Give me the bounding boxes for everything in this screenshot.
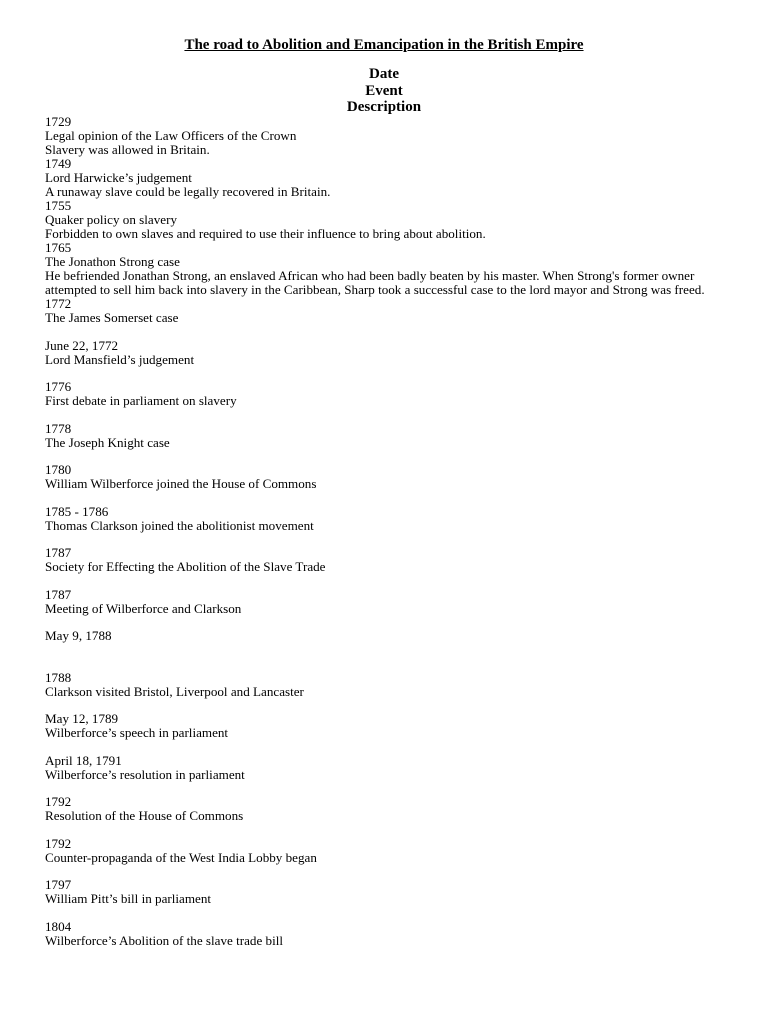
timeline-entry: [45, 422, 735, 450]
date-header: Date: [369, 66, 399, 82]
entry-date: 1788: [45, 669, 72, 685]
entry-event: Lord Mansfield’s judgement: [45, 351, 195, 367]
timeline-entry: [45, 463, 735, 491]
entry-date: April 18, 1791: [45, 752, 122, 768]
entry-date: 1749: [45, 156, 72, 171]
entry-date: 1785 - 1786: [45, 503, 109, 519]
timeline-entry: [45, 754, 735, 782]
entry-date: May 12, 1789: [45, 711, 119, 726]
timeline-entry: [45, 505, 735, 533]
timeline-entry: [45, 878, 735, 906]
column-headers: [0, 66, 768, 116]
timeline-entry: [45, 629, 735, 643]
entry-event: Wilberforce’s speech in parliament: [45, 725, 229, 740]
entry-event: Wilberforce’s Abolition of the slave trade bill: [45, 932, 284, 948]
entry-event: Thomas Clarkson joined the abolitionist movement: [45, 517, 314, 533]
timeline-entry: [45, 588, 735, 616]
entry-event: Counter-propaganda of the West India Lobby began: [45, 849, 317, 865]
timeline-entry: [45, 297, 735, 325]
entry-description: He befriended Jonathan Strong, an enslaved African who had been badly beaten by his master. When Strong's former owner attempted to sell him back into slavery in the Caribbean, Sharp took a successful case to the lord mayor and Strong was freed.: [45, 268, 705, 297]
entry-date: June 22, 1772: [45, 337, 119, 353]
timeline-entry: [45, 115, 735, 157]
entry-event: The Jonathon Strong case: [45, 254, 180, 269]
entry-event: The Joseph Knight case: [45, 434, 170, 450]
entry-date: 1804: [45, 918, 72, 934]
entry-event: Resolution of the House of Commons: [45, 808, 244, 823]
entry-description: A runaway slave could be legally recovered in Britain.: [45, 184, 331, 199]
timeline-entry: [45, 339, 735, 367]
entry-description: Forbidden to own slaves and required to use their influence to bring about abolition.: [45, 226, 486, 241]
entry-event: Clarkson visited Bristol, Liverpool and Lancaster: [45, 683, 304, 699]
entry-date: 1755: [45, 198, 72, 213]
timeline-entry: [45, 380, 735, 408]
timeline-entry: [45, 837, 735, 865]
document-title: The road to Abolition and Emancipation in the British Empire: [184, 37, 584, 53]
timeline-list: [45, 115, 735, 948]
entry-event: Society for Effecting the Abolition of the Slave Trade: [45, 559, 326, 574]
description-header: Description: [346, 99, 422, 115]
entry-date: 1772: [45, 296, 72, 311]
entry-event: Legal opinion of the Law Officers of the Crown: [45, 128, 297, 143]
timeline-entry: [45, 199, 735, 241]
entry-event: William Pitt’s bill in parliament: [45, 891, 212, 906]
timeline-entry: [45, 241, 735, 297]
entry-event: Wilberforce’s resolution in parliament: [45, 766, 245, 782]
timeline-entry: [45, 712, 735, 740]
entry-date: 1729: [45, 114, 72, 129]
entry-date: 1765: [45, 240, 72, 255]
entry-date: May 9, 1788: [45, 628, 112, 643]
entry-event: Quaker policy on slavery: [45, 212, 177, 227]
entry-date: 1787: [45, 545, 72, 560]
timeline-entry: [45, 671, 735, 699]
entry-event: The James Somerset case: [45, 310, 179, 325]
event-header: Event: [365, 82, 403, 99]
entry-event: First debate in parliament on slavery: [45, 393, 237, 408]
timeline-entry: [45, 795, 735, 823]
entry-event: William Wilberforce joined the House of Commons: [45, 476, 317, 491]
entry-date: 1792: [45, 835, 72, 851]
entry-date: 1780: [45, 462, 72, 477]
entry-event: Meeting of Wilberforce and Clarkson: [45, 600, 242, 616]
timeline-entry: [45, 546, 735, 574]
entry-description: Slavery was allowed in Britain.: [45, 142, 210, 157]
entry-date: 1787: [45, 586, 72, 602]
timeline-entry: [45, 920, 735, 948]
entry-date: 1778: [45, 420, 72, 436]
entry-date: 1797: [45, 877, 72, 892]
timeline-entry: [45, 157, 735, 199]
entry-date: 1792: [45, 794, 72, 809]
entry-event: Lord Harwicke’s judgement: [45, 170, 192, 185]
entry-date: 1776: [45, 379, 72, 394]
